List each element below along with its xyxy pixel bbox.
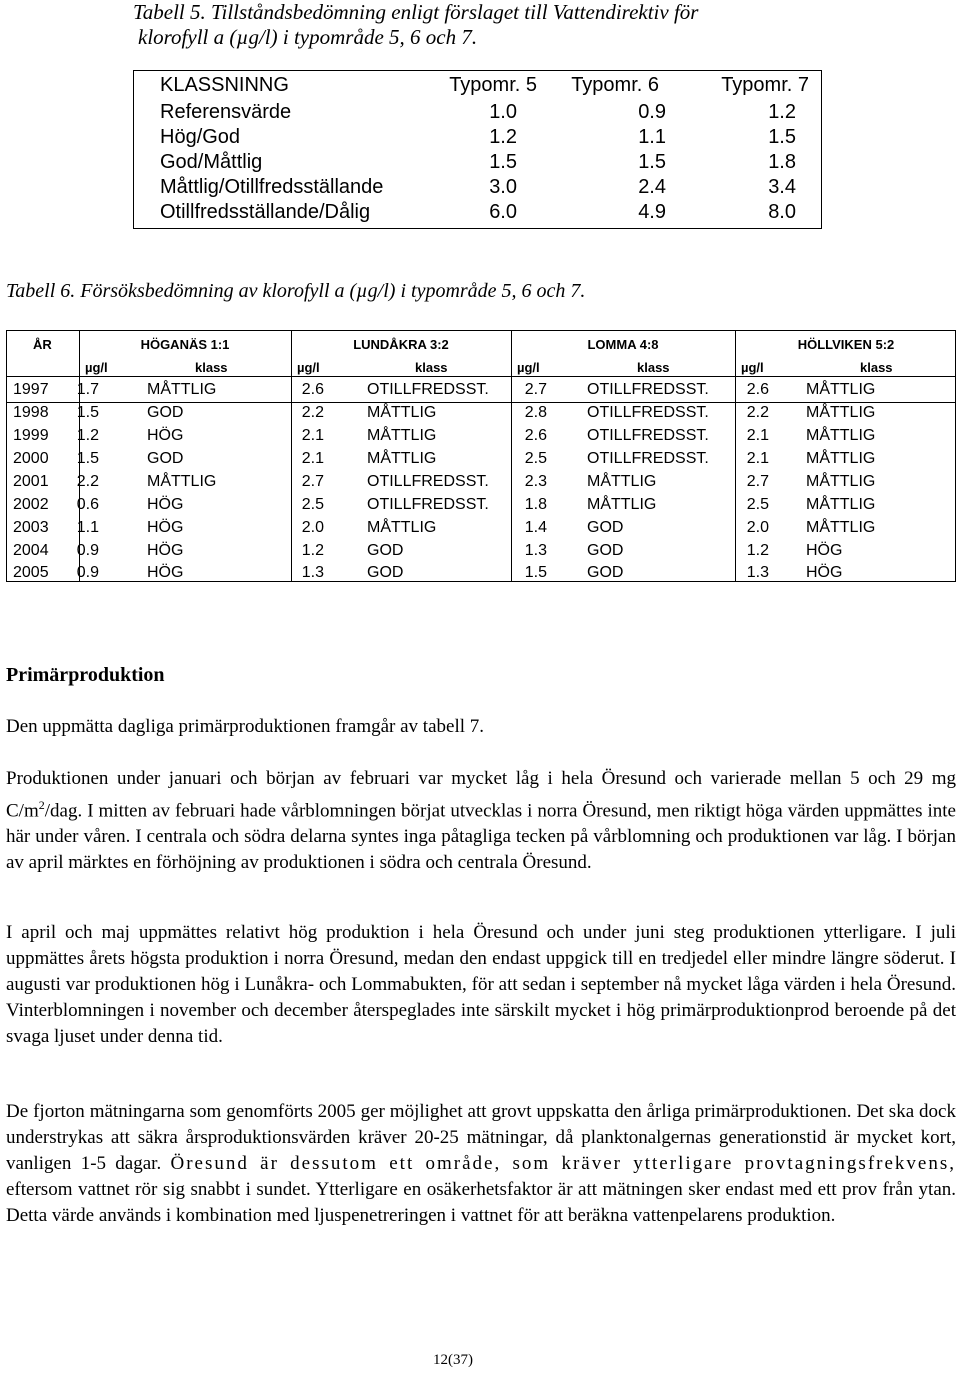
table5-header-klass: KLASSNINNG	[160, 74, 289, 96]
table6-value: 2.2	[76, 473, 99, 490]
table6-value: 1.3	[301, 564, 324, 581]
table6-value: 1.5	[76, 404, 99, 421]
table6-value: 2.5	[746, 496, 769, 513]
table6-klass: GOD	[367, 564, 404, 581]
table6-value: 2.0	[746, 519, 769, 536]
table5-cell: 3.4	[768, 176, 796, 198]
table6-header-klass: klass	[860, 360, 893, 375]
table6-row	[7, 494, 955, 516]
table6-header-unit: µg/l	[297, 360, 320, 375]
table6-klass: OTILLFREDSST.	[367, 381, 489, 398]
paragraph-text: eftersom vattnet rör sig snabbt i sundet. Ytterligare en osäkerhetsfaktor är att mätningen sker endast med ett prov från ytan. Detta värde används i kombination med ljuspenetreringen i vattnet för att beräkna vattenpelarens produktion.	[6, 1179, 956, 1226]
table5-row	[134, 100, 821, 125]
table6-header-year: ÅR	[33, 337, 52, 352]
table6-year: 1997	[13, 381, 49, 398]
superscript: 2	[38, 798, 45, 812]
table6-header-station: LUNDÅKRA 3:2	[353, 337, 449, 352]
table6-klass: GOD	[147, 450, 184, 467]
table6-year: 2005	[13, 564, 49, 581]
table6-klass: HÖG	[147, 496, 184, 513]
table6-klass: MÅTTLIG	[367, 404, 437, 421]
section-heading: Primärproduktion	[6, 664, 165, 686]
table6-klass: GOD	[147, 404, 184, 421]
paragraph-production-early	[6, 766, 956, 876]
table5-caption-line2: klorofyll a (µg/l) i typområde 5, 6 och 7.	[138, 25, 478, 49]
table6-value: 1.1	[76, 519, 99, 536]
table6-klass: MÅTTLIG	[806, 496, 876, 513]
table6-value: 1.5	[76, 450, 99, 467]
table5-cell: 1.2	[768, 101, 796, 123]
table6-year: 1999	[13, 427, 49, 444]
table6-klass: MÅTTLIG	[806, 427, 876, 444]
table6-value: 2.8	[524, 404, 547, 421]
table5-header-row	[134, 73, 821, 98]
paragraph-text: De fjorton mätningarna som genomförts 2005 ger möjlighet att grovt uppskatta den årliga primärproduktionen. Det ska dock understrykas att säkra årsproduktionsvärden kräver 20-25 mätningar, då planktonalgernas generationstid är mycket kort, vanligen 1-5 dagar.	[6, 1101, 956, 1174]
table6-row	[7, 562, 955, 584]
paragraph-intro: Den uppmätta dagliga primärproduktionen framgår av tabell 7.	[6, 716, 485, 737]
paragraph-text: Produktionen under januari och början av februari var mycket låg i hela Öresund och varierade mellan 5 och 29 mg C/m	[6, 768, 956, 822]
table5-cell: 8.0	[768, 201, 796, 223]
table6-klass: MÅTTLIG	[806, 404, 876, 421]
table6-klass: MÅTTLIG	[806, 519, 876, 536]
table5-caption	[133, 0, 833, 50]
paragraph-text-spaced: Öresund är dessutom ett område, som kräver ytterligare provtagningsfrekvens,	[170, 1153, 956, 1174]
table6-value: 1.3	[524, 542, 547, 559]
table6-klass: HÖG	[806, 564, 843, 581]
table6-value: 1.2	[76, 427, 99, 444]
table6-klass: OTILLFREDSST.	[367, 473, 489, 490]
table6-value: 2.5	[524, 450, 547, 467]
table6-year: 2000	[13, 450, 49, 467]
table5-row-label: Måttlig/Otillfredsställande	[160, 176, 384, 198]
table5-cell: 1.8	[768, 151, 796, 173]
table6-klass: HÖG	[806, 542, 843, 559]
table6-value: 1.2	[746, 542, 769, 559]
paragraph-text: /dag. I mitten av februari hade vårblomningen börjat utvecklas i norra Öresund, men riktigt höga värden uppmättes inte här under våren. I centrala och södra delarna syntes inga påtagliga tecken på vårblomning och produktionen var låg. I början av april märktes en förhöjning av produktionen i södra och centrala Öresund.	[6, 800, 956, 874]
table6-value: 2.1	[746, 450, 769, 467]
table5-cell: 1.1	[638, 126, 666, 148]
table6-row	[7, 402, 955, 424]
table6-value: 1.5	[524, 564, 547, 581]
table6-value: 2.6	[746, 381, 769, 398]
table6-value: 2.7	[301, 473, 324, 490]
table6-klass: MÅTTLIG	[806, 473, 876, 490]
table6-row	[7, 540, 955, 562]
table6-value: 2.5	[301, 496, 324, 513]
table6-value: 2.3	[524, 473, 547, 490]
table6-klass: HÖG	[147, 427, 184, 444]
table6-klass: MÅTTLIG	[147, 381, 217, 398]
table6-value: 0.9	[76, 542, 99, 559]
table6-year: 2004	[13, 542, 49, 559]
page-number: 12(37)	[433, 1352, 473, 1368]
table6-klass: OTILLFREDSST.	[587, 404, 709, 421]
table6-header-unit: µg/l	[517, 360, 540, 375]
table6-value: 1.3	[746, 564, 769, 581]
table6-row	[7, 379, 955, 401]
table6-value: 2.6	[524, 427, 547, 444]
table6-klass: HÖG	[147, 519, 184, 536]
table6-klass: HÖG	[147, 564, 184, 581]
table6-klass: MÅTTLIG	[587, 496, 657, 513]
table6-value: 2.1	[301, 450, 324, 467]
table5-header-typomr5: Typomr. 5	[449, 74, 537, 96]
table6-header-station: LOMMA 4:8	[587, 337, 659, 352]
table5-caption-line1: Tabell 5. Tillståndsbedömning enligt förslaget till Vattendirektiv för	[133, 0, 699, 24]
table6-row	[7, 471, 955, 493]
table6-header-unit: µg/l	[85, 360, 108, 375]
table6-klass: MÅTTLIG	[587, 473, 657, 490]
table6-header-klass: klass	[195, 360, 228, 375]
table6-klass: GOD	[587, 564, 624, 581]
table6-row	[7, 517, 955, 539]
table6-header-klass: klass	[637, 360, 670, 375]
table5-row	[134, 175, 821, 200]
table5-cell: 6.0	[489, 201, 517, 223]
table6-header-unit: µg/l	[741, 360, 764, 375]
table6-klass: OTILLFREDSST.	[587, 427, 709, 444]
table6-value: 1.4	[524, 519, 547, 536]
table6-value: 2.2	[746, 404, 769, 421]
table6-header-klass: klass	[415, 360, 448, 375]
table6-value: 2.1	[301, 427, 324, 444]
table6-row	[7, 448, 955, 470]
table6-value: 2.7	[746, 473, 769, 490]
chlorophyll-table	[6, 330, 956, 582]
table6-value: 1.2	[301, 542, 324, 559]
paragraph-production-summer: I april och maj uppmättes relativt hög produktion i hela Öresund och under juni steg produktionen ytterligare. I juli uppmättes årets högsta produktion i norra Öresund, medan den endast uppgick till en tredjedel eller mindre längre söderut. I augusti var produktionen hög i Lunåkra- och Lommabukten, för att sedan i september nå mycket låga värden i hela Öresund. Vinterblomningen i november och december återspeglades inte särskilt mycket i hög primärproduktionprod beroende på det svaga ljuset under denna tid.	[6, 922, 956, 1047]
table5-cell: 2.4	[638, 176, 666, 198]
table5-row-label: Otillfredsställande/Dålig	[160, 201, 371, 223]
table6-value: 1.7	[76, 381, 99, 398]
table5-row	[134, 150, 821, 175]
table6-year: 1998	[13, 404, 49, 421]
table6-klass: GOD	[587, 542, 624, 559]
table6-value: 2.2	[301, 404, 324, 421]
table6-header-divider	[7, 376, 955, 377]
table6-header-station: HÖGANÄS 1:1	[140, 337, 230, 352]
table6-header-station: HÖLLVIKEN 5:2	[797, 337, 895, 352]
table6-value: 2.6	[301, 381, 324, 398]
classification-table	[133, 70, 822, 229]
table5-header-typomr7: Typomr. 7	[721, 74, 809, 96]
table5-cell: 0.9	[638, 101, 666, 123]
table5-row-label: Hög/God	[160, 126, 241, 148]
table6-value: 0.6	[76, 496, 99, 513]
table5-cell: 1.5	[489, 151, 517, 173]
table6-klass: OTILLFREDSST.	[587, 450, 709, 467]
table6-klass: OTILLFREDSST.	[587, 381, 709, 398]
table6-klass: HÖG	[147, 542, 184, 559]
table5-row-label: Referensvärde	[160, 101, 292, 123]
table6-klass: MÅTTLIG	[367, 427, 437, 444]
table6-value: 1.8	[524, 496, 547, 513]
table5-cell: 3.0	[489, 176, 517, 198]
table6-caption: Tabell 6. Försöksbedömning av klorofyll a (µg/l) i typområde 5, 6 och 7.	[6, 280, 586, 302]
table6-klass: GOD	[587, 519, 624, 536]
table6-row	[7, 425, 955, 447]
table5-row	[134, 125, 821, 150]
paragraph-annual-estimate	[6, 1099, 956, 1229]
table5-row-label: God/Måttlig	[160, 151, 263, 173]
table6-year: 2001	[13, 473, 49, 490]
table6-klass: MÅTTLIG	[367, 519, 437, 536]
table5-cell: 4.9	[638, 201, 666, 223]
table6-klass: OTILLFREDSST.	[367, 496, 489, 513]
table6-klass: MÅTTLIG	[367, 450, 437, 467]
table6-value: 2.7	[524, 381, 547, 398]
table6-klass: MÅTTLIG	[147, 473, 217, 490]
table6-year: 2003	[13, 519, 49, 536]
table6-klass: GOD	[367, 542, 404, 559]
table5-header-typomr6: Typomr. 6	[571, 74, 659, 96]
table6-klass: MÅTTLIG	[806, 381, 876, 398]
table6-value: 2.0	[301, 519, 324, 536]
table6-klass: MÅTTLIG	[806, 450, 876, 467]
table5-cell: 1.5	[768, 126, 796, 148]
table6-value: 0.9	[76, 564, 99, 581]
table6-year: 2002	[13, 496, 49, 513]
table5-cell: 1.5	[638, 151, 666, 173]
table6-value: 2.1	[746, 427, 769, 444]
table5-cell: 1.2	[489, 126, 517, 148]
table5-cell: 1.0	[489, 101, 517, 123]
table5-row	[134, 200, 821, 225]
